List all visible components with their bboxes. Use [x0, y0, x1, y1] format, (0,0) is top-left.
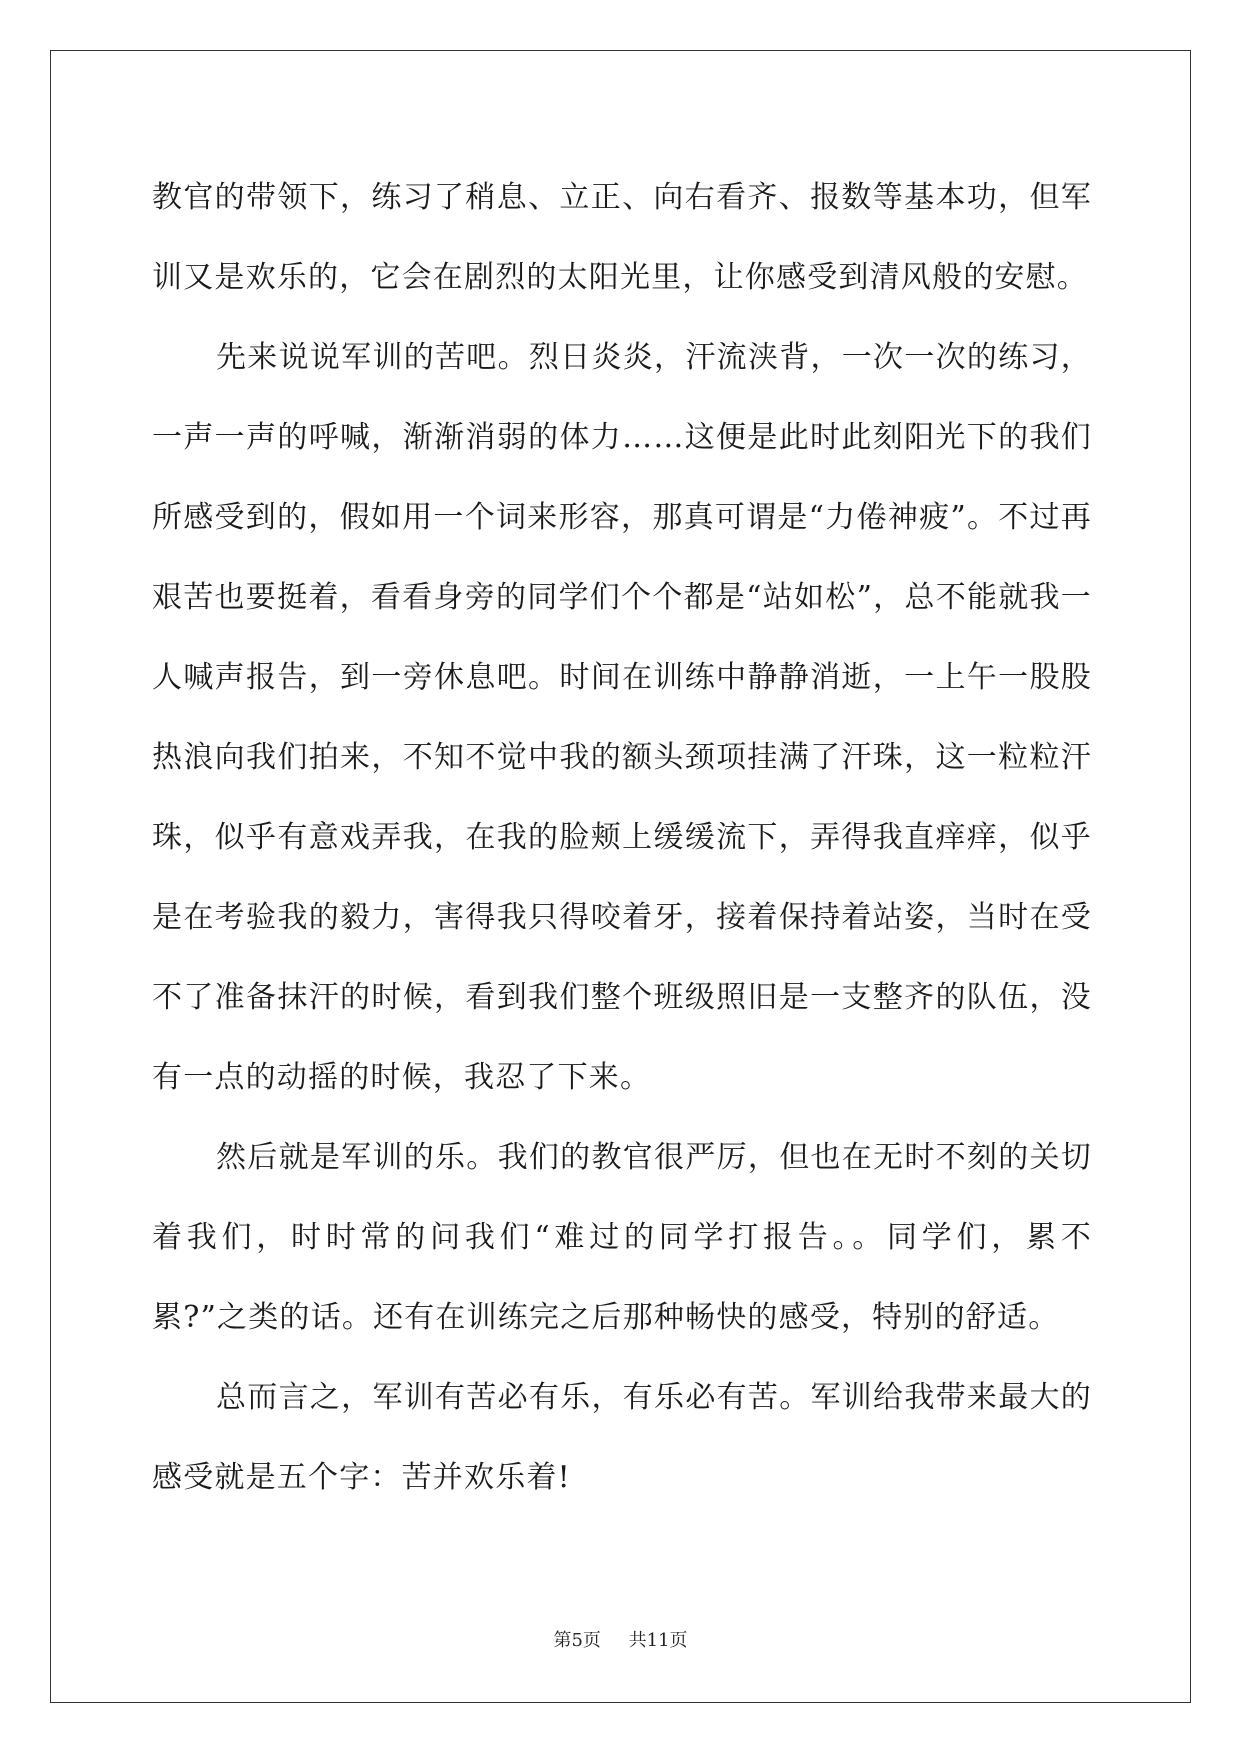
paragraph-hardship: 先来说说军训的苦吧。烈日炎炎，汗流浃背，一次一次的练习，一声一声的呼喊，渐渐消弱的体力……这便是此时此刻阳光下的我们所感受到的，假如用一个词来形容，那真可谓是“力倦神疲”。不过再艰苦也要挺着，看看身旁的同学们个个都是“站如松”，总不能就我一人喊声报告，到一旁休息吧。时间在训练中静静消逝，一上午一股股热浪向我们拍来，不知不觉中我的额头颈项挂满了汗珠，这一粒粒汗珠，似乎有意戏弄我，在我的脸颊上缓缓流下，弄得我直痒痒，似乎是在考验我的毅力，害得我只得咬着牙，接着保持着站姿，当时在受不了准备抹汗的时候，看到我们整个班级照旧是一支整齐的队伍，没有一点的动摇的时候，我忍了下来。 — [152, 340, 1092, 1095]
paragraph-conclusion: 总而言之，军训有苦必有乐，有乐必有苦。军训给我带来最大的感受就是五个字：苦并欢乐着! — [152, 1380, 1092, 1495]
page-number: 第5页 — [553, 1630, 601, 1651]
document-body — [152, 158, 1092, 1518]
page-total: 共11页 — [628, 1630, 688, 1651]
paragraph-joy: 然后就是军训的乐。我们的教官很严厉，但也在无时不刻的关切着我们，时时常的问我们“难过的同学打报告。。同学们，累不累?”之类的话。还有在训练完之后那种畅快的感受，特别的舒适。 — [152, 1140, 1092, 1335]
page-footer — [0, 1626, 1241, 1652]
paragraph-continued: 教官的带领下，练习了稍息、立正、向右看齐、报数等基本功，但军训又是欢乐的，它会在剧烈的太阳光里，让你感受到清风般的安慰。 — [152, 180, 1092, 295]
